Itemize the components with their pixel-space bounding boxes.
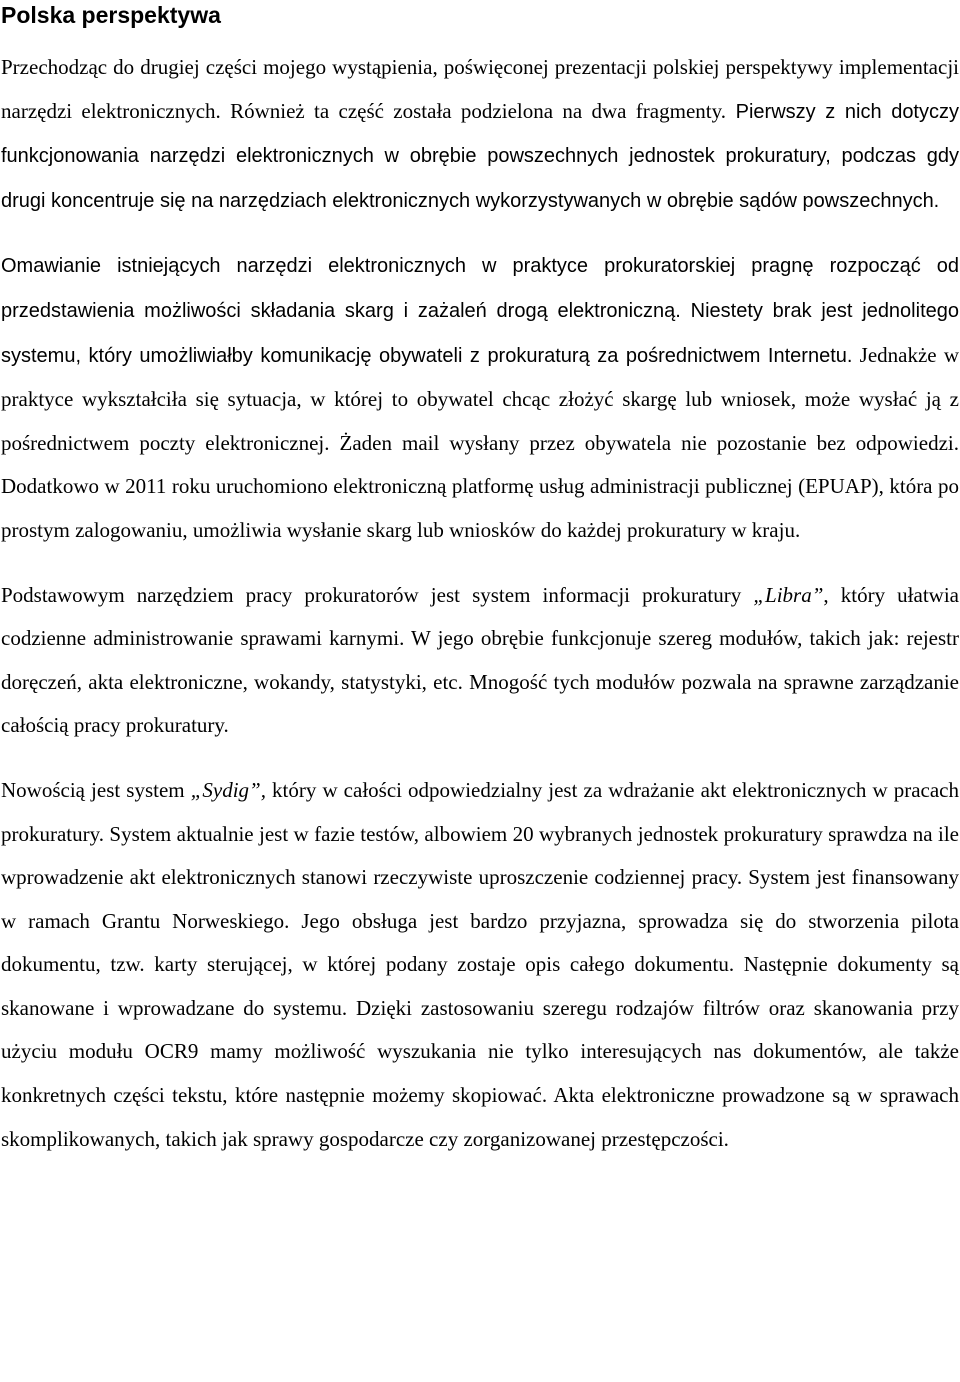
paragraph-complaints-part2: Jednakże w praktyce wykształciła się sytuacja, w której to obywatel chcąc złożyć skargę lub wniosek, może wysłać ją z pośrednictwem poczty elektronicznej. Żaden mail wysłany przez obywatela nie pozostanie bez odpowiedzi. Dodatkowo w 2011 roku uruchomiono elektroniczną platformę usług administracji publicznej (EPUAP), która po prostym zalogowaniu, umożliwia wysłanie skarg lub wniosków do każdej prokuratury w kraju. [1, 342, 960, 542]
paragraph-intro-part1: Przechodząc do drugiej części mojego wystąpienia, poświęconej prezentacji polskiej perspektywy implementacji narzędzi elektronicznych. Również ta część została podzielona na dwa fragmenty. [1, 55, 959, 123]
paragraph-intro [1, 46, 959, 223]
paragraph-intro-part2: Pierwszy z nich dotyczy funkcjonowania narzędzi elektronicznych w obrębie powszechnych jednostek prokuratury, podczas gdy drugi koncentruje się na narzędziach elektronicznych wykorzystywanych w obrębie sądów powszechnych. [1, 100, 959, 212]
paragraph-libra-after: , który ułatwia codzienne administrowanie sprawami karnymi. W jego obrębie funkcjonuje szereg modułów, takich jak: rejestr doręczeń, akta elektroniczne, wokandy, statystyki, etc. Mnogość tych modułów pozwala na sprawne zarządzanie całością pracy prokuratury. [1, 582, 959, 738]
section-heading: Polska perspektywa [1, 2, 221, 28]
paragraph-sydig [1, 769, 959, 1161]
paragraph-complaints [1, 244, 959, 552]
sydig-system-name: „Sydig”, [190, 777, 266, 802]
paragraph-libra-before: Podstawowym narzędziem pracy prokuratorów jest system informacji prokuratury [1, 582, 754, 607]
libra-system-name: „Libra” [753, 582, 824, 607]
paragraph-libra [1, 574, 959, 748]
paragraph-sydig-after: który w całości odpowiedzialny jest za wdrażanie akt elektronicznych w pracach prokuratury. System aktualnie jest w fazie testów, albowiem 20 wybranych jednostek prokuratury sprawdza na ile wprowadzenie akt elektronicznych stanowi rzeczywiste uproszczenie codziennej pracy. System jest finansowany w ramach Grantu Norweskiego. Jego obsługa jest bardzo przyjazna, sprowadza się do stworzenia pilota dokumentu, tzw. karty sterującej, w której podany zostaje opis całego dokumentu. Następnie dokumenty są skanowane i wprowadzane do systemu. Dzięki zastosowaniu szeregu rodzajów filtrów oraz skanowania przy użyciu modułu OCR9 mamy możliwość wyszukania nie tylko interesujących nas dokumentów, ale także konkretnych części tekstu, które następnie możemy skopiować. Akta elektroniczne prowadzone są w sprawach skomplikowanych, takich jak sprawy gospodarcze czy zorganizowanej przestępczości. [1, 777, 959, 1151]
paragraph-sydig-before: Nowością jest system [1, 777, 191, 802]
paragraph-complaints-part1: Omawianie istniejących narzędzi elektronicznych w praktyce prokuratorskiej pragnę rozpocząć od przedstawienia możliwości składania skarg i zażaleń drogą elektroniczną. Niestety brak jest jednolitego systemu, który umożliwiałby komunikację obywateli z prokuraturą za pośrednictwem Internetu. [1, 255, 959, 367]
